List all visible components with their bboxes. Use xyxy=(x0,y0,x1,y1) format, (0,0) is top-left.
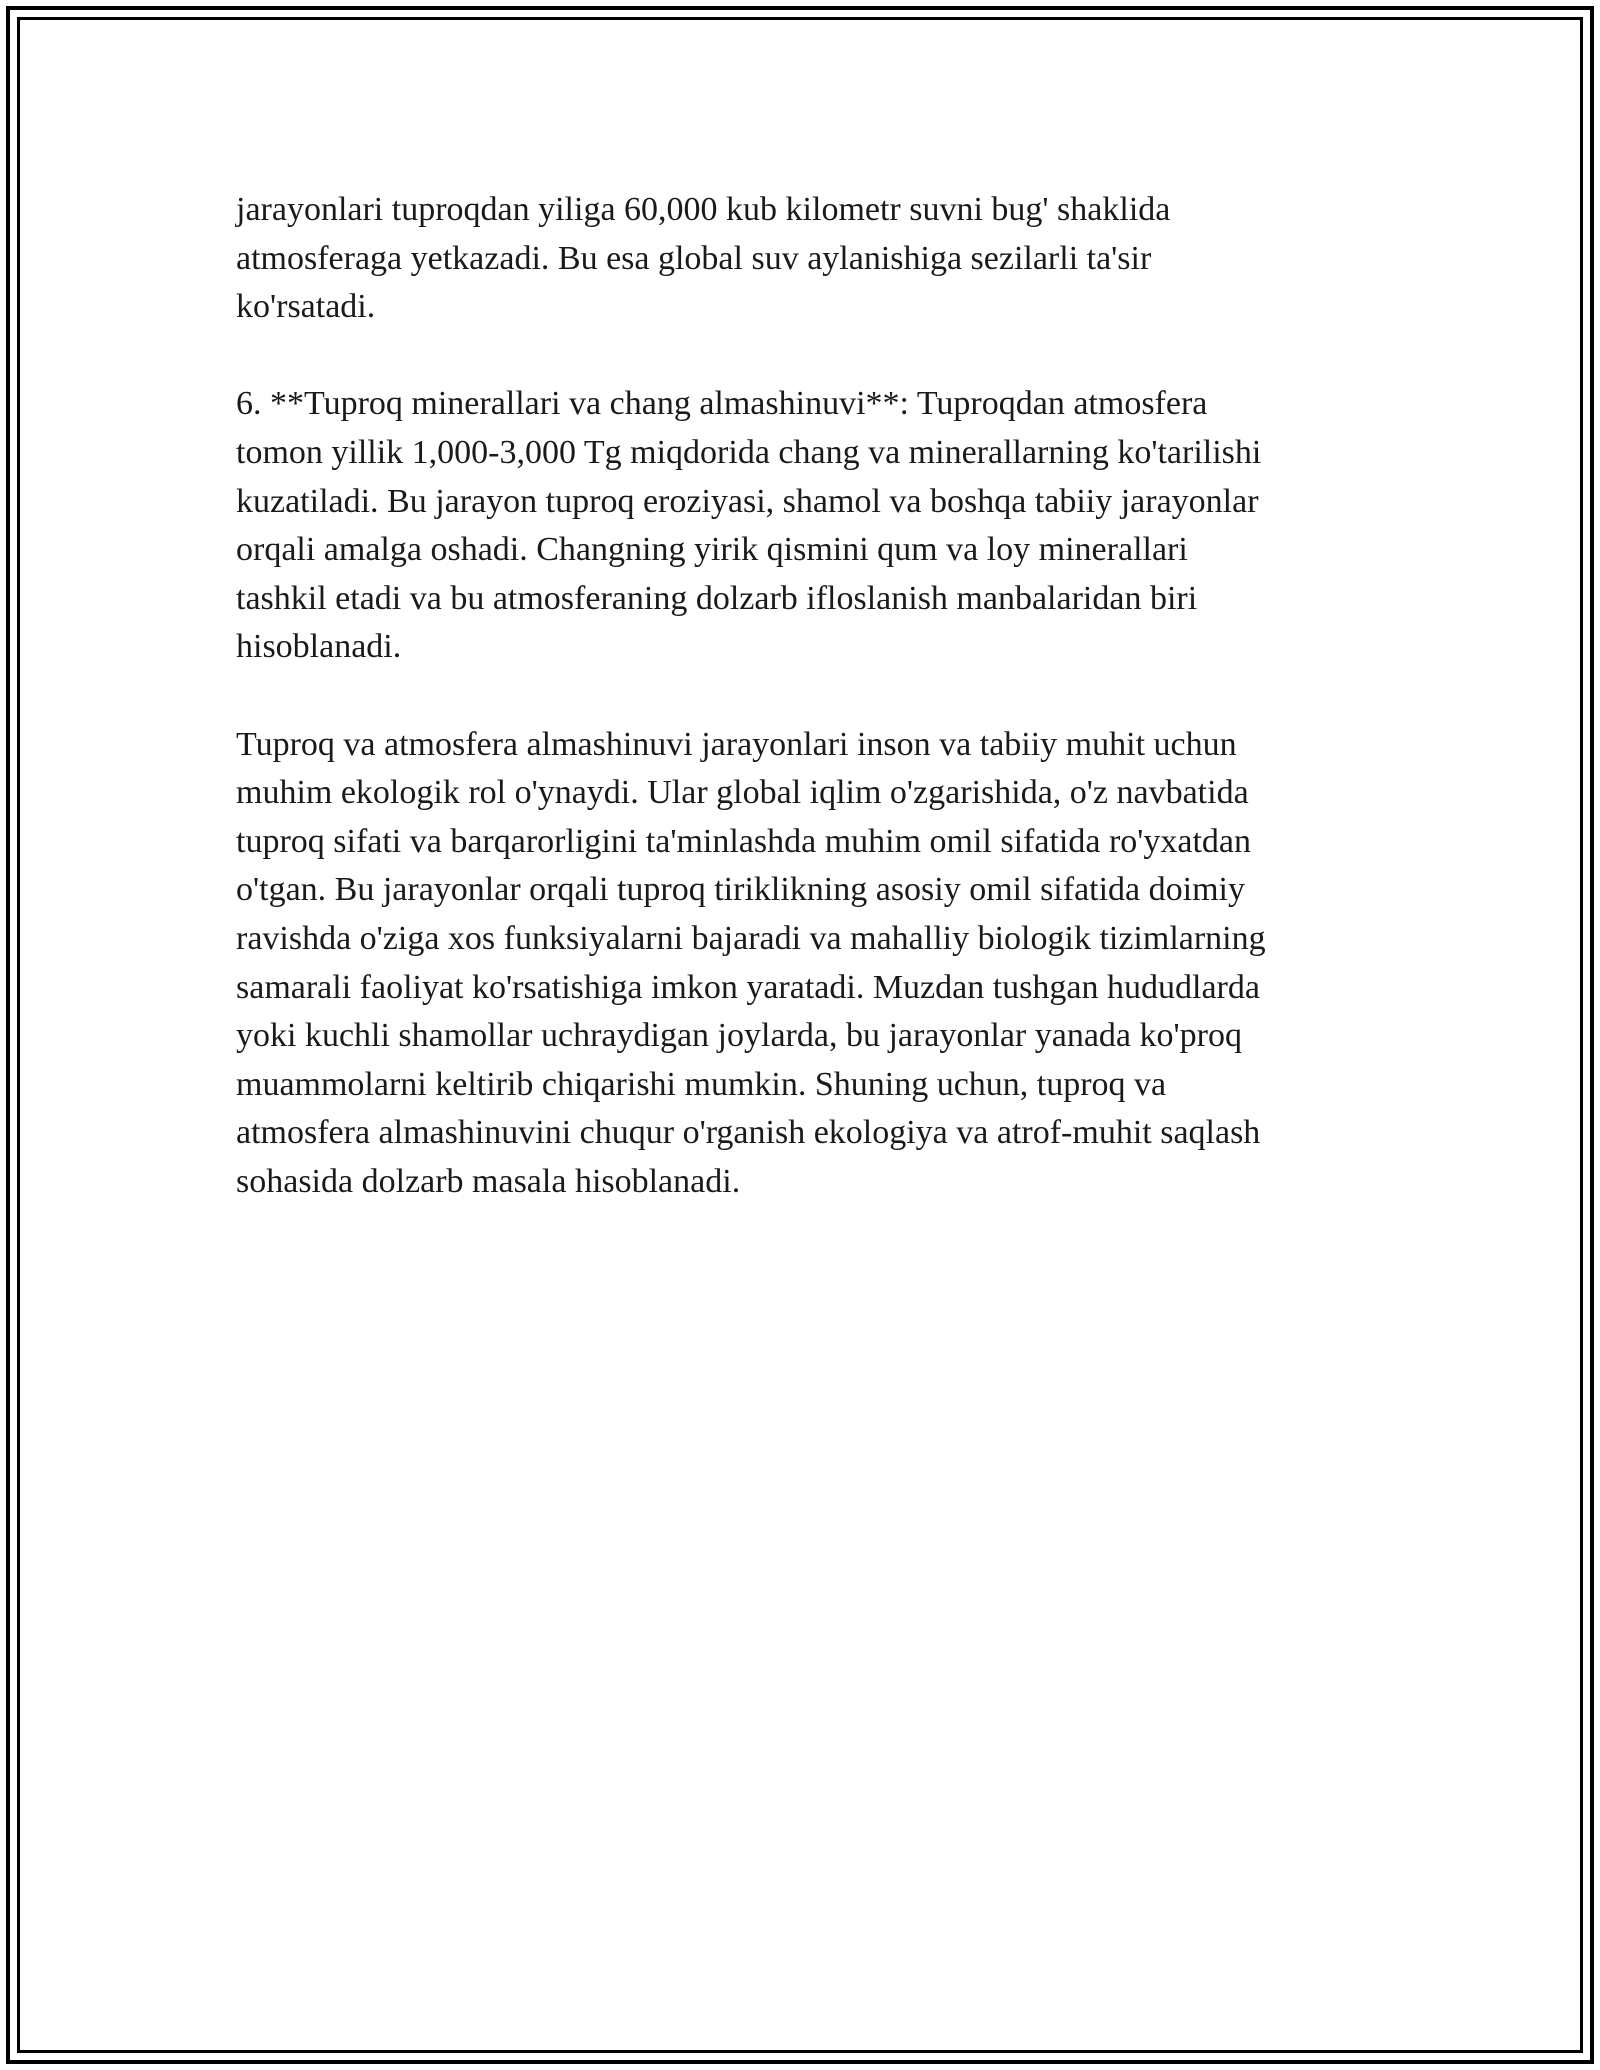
paragraph-evaporation-continuation: jarayonlari tuproqdan yiliga 60,000 kub kilometr suvni bug' shaklida atmosferaga yetkazadi. Bu esa global suv aylanishiga sezilarli ta'sir ko'rsatadi. xyxy=(236,191,1171,326)
paragraph-conclusion: Tuproq va atmosfera almashinuvi jarayonlari inson va tabiiy muhit uchun muhim ekologik rol o'ynaydi. Ular global iqlim o'zgarishida, o'z navbatida tuproq sifati va barqarorligini ta'minlashda muhim omil sifatida ro'yxatdan o'tgan. Bu jarayonlar orqali tuproq tiriklikning asosiy omil sifatida doimiy ravishda o'ziga xos funksiyalarni bajaradi va mahalliy biologik tizimlarning samarali faoliyat ko'rsatishiga imkon yaratadi. Muzdan tushgan hududlarda yoki kuchli shamollar uchraydigan joylarda, bu jarayonlar yanada ko'proq muammolarni keltirib chiqarishi mumkin. Shuning uchun, tuproq va atmosfera almashinuvini chuqur o'rganish ekologiya va atrof-muhit saqlash sohasida dolzarb masala hisoblanadi. xyxy=(236,725,1266,1200)
document-body xyxy=(236,186,1366,1255)
paragraph-dust-minerals: 6. **Tuproq minerallari va chang almashinuvi**: Tuproqdan atmosfera tomon yillik 1,000-3,000 Tg miqdorida chang va minerallarning ko'tarilishi kuzatiladi. Bu jarayon tuproq eroziyasi, shamol va boshqa tabiiy jarayonlar orqali amalga oshadi. Changning yirik qismini qum va loy minerallari tashkil etadi va bu atmosferaning dolzarb ifloslanish manbalaridan biri hisoblanadi. xyxy=(236,385,1262,666)
